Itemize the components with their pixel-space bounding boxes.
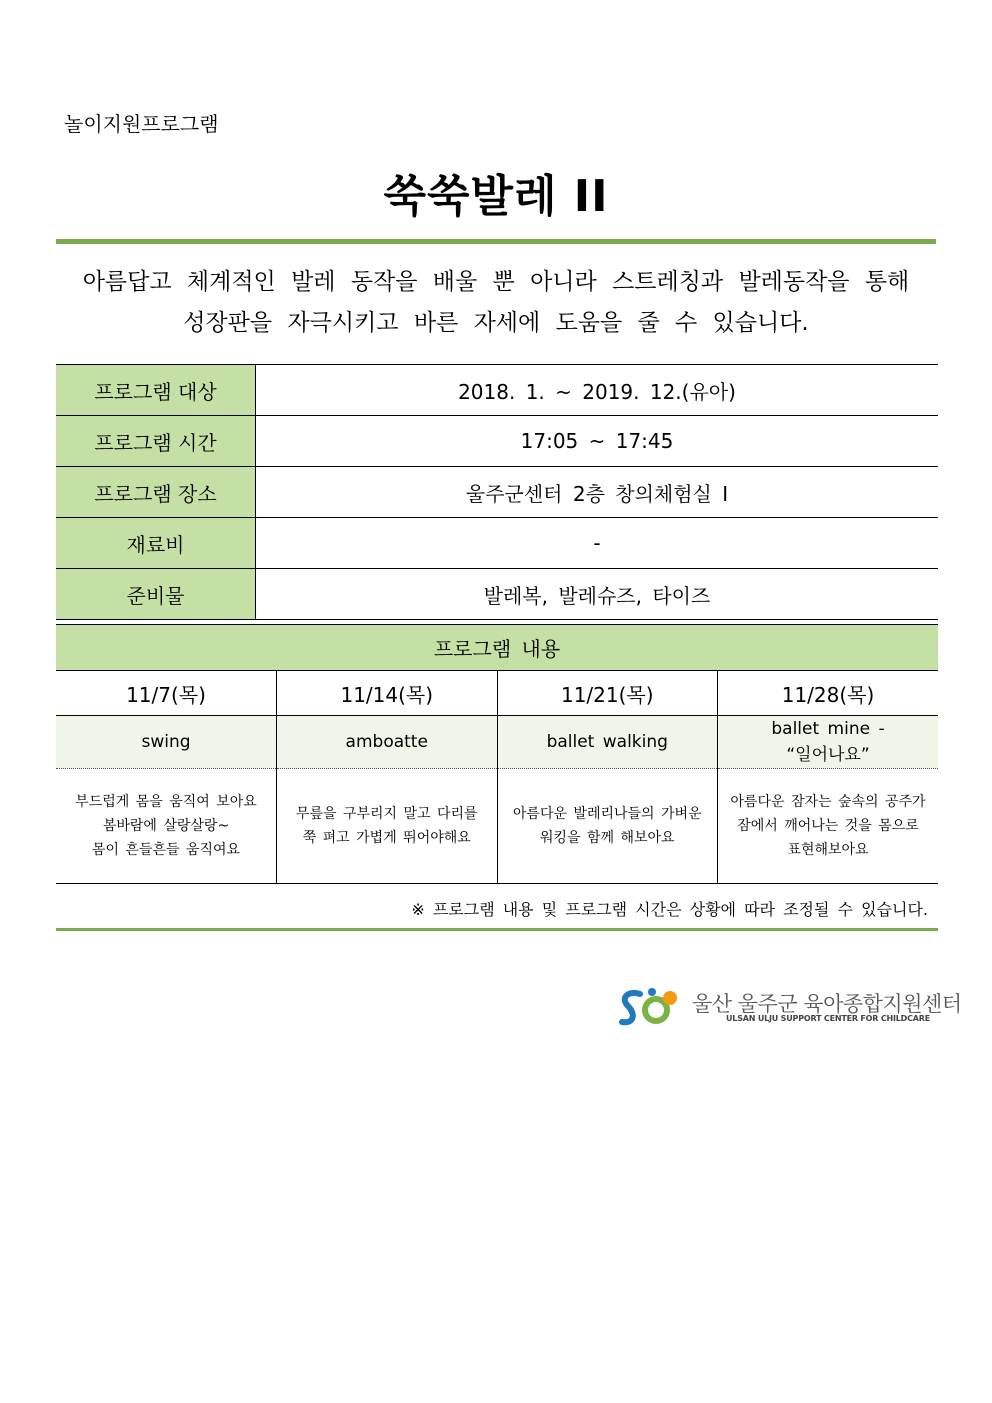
activity-line: “일어나요”	[786, 745, 870, 765]
info-row-fee	[56, 518, 938, 569]
session-date: 11/14(목)	[277, 671, 498, 716]
description-line: 쭉 펴고 가볍게 뛰어야해요	[302, 830, 471, 846]
session-activity	[497, 716, 718, 769]
activity-line: ballet walking	[546, 732, 668, 752]
description-line: 무릎을 구부리지 말고 다리를	[295, 806, 478, 822]
schedule-note: ※ 프로그램 내용 및 프로그램 시간은 상황에 따라 조정될 수 있습니다.	[411, 900, 928, 919]
title-divider	[56, 239, 936, 244]
session-activity	[277, 716, 498, 769]
info-label: 준비물	[56, 569, 256, 620]
schedule-heading: 프로그램 내용	[56, 625, 938, 671]
center-logo	[618, 986, 962, 1030]
schedule-dates-row	[56, 671, 938, 716]
session-date: 11/21(목)	[497, 671, 718, 716]
session-description	[277, 769, 498, 884]
info-label: 재료비	[56, 518, 256, 569]
bottom-divider	[56, 928, 938, 931]
session-date: 11/7(목)	[56, 671, 277, 716]
info-row-supplies	[56, 569, 938, 620]
program-schedule-table	[56, 624, 938, 884]
logo-s-mark	[622, 993, 640, 1022]
logo-orange-dot	[663, 991, 677, 1005]
info-value: 울주군센터 2층 창의체험실 I	[256, 467, 939, 518]
session-date: 11/28(목)	[718, 671, 939, 716]
logo-green-figure	[645, 999, 667, 1021]
page-title: 쑥쑥발레 II	[383, 171, 609, 222]
info-value: 17:05 ~ 17:45	[256, 416, 939, 467]
description-line: 몸이 흔들흔들 움직여요	[91, 842, 241, 858]
info-value: 2018. 1. ~ 2019. 12.(유아)	[256, 365, 939, 416]
center-name-english: ULSAN ULJU SUPPORT CENTER FOR CHILDCARE	[726, 1014, 930, 1023]
session-activity	[56, 716, 277, 769]
program-category: 놀이지원프로그램	[64, 112, 219, 136]
info-label: 프로그램 시간	[56, 416, 256, 467]
activity-line: swing	[141, 732, 191, 752]
center-name-korean: 울산 울주군 육아종합지원센터	[692, 992, 962, 1016]
description-line: 부드럽게 몸을 움직여 보아요	[75, 794, 257, 810]
description-line: 워킹을 함께 해보아요	[539, 830, 675, 846]
info-row-target	[56, 365, 938, 416]
schedule-activities-row	[56, 716, 938, 769]
intro-line: 성장판을 자극시키고 바른 자세에 도움을 줄 수 있습니다.	[183, 310, 809, 336]
schedule-descriptions-row	[56, 769, 938, 884]
session-description	[497, 769, 718, 884]
description-line: 잠에서 깨어나는 것을 몸으로	[737, 818, 919, 834]
program-introduction	[56, 262, 936, 344]
info-label: 프로그램 장소	[56, 467, 256, 518]
info-row-location	[56, 467, 938, 518]
session-description	[56, 769, 277, 884]
center-logo-icon	[618, 986, 680, 1030]
description-line: 표현해보아요	[787, 842, 869, 858]
session-description	[718, 769, 939, 884]
description-line: 아름다운 발레리나들의 가벼운	[512, 806, 702, 822]
description-line: 봄바람에 살랑살랑~	[102, 818, 230, 834]
program-info-table	[56, 364, 938, 620]
info-value: 발레복, 발레슈즈, 타이즈	[256, 569, 939, 620]
description-line: 아름다운 잠자는 숲속의 공주가	[730, 794, 926, 810]
info-value: -	[256, 518, 939, 569]
activity-line: amboatte	[345, 732, 428, 752]
logo-blue-dot	[648, 988, 656, 996]
info-label: 프로그램 대상	[56, 365, 256, 416]
info-row-time	[56, 416, 938, 467]
intro-line: 아름답고 체계적인 발레 동작을 배울 뿐 아니라 스트레칭과 발레동작을 통해	[82, 269, 910, 295]
activity-line: ballet mine -	[771, 719, 885, 739]
session-activity	[718, 716, 939, 769]
schedule-heading-row	[56, 625, 938, 671]
